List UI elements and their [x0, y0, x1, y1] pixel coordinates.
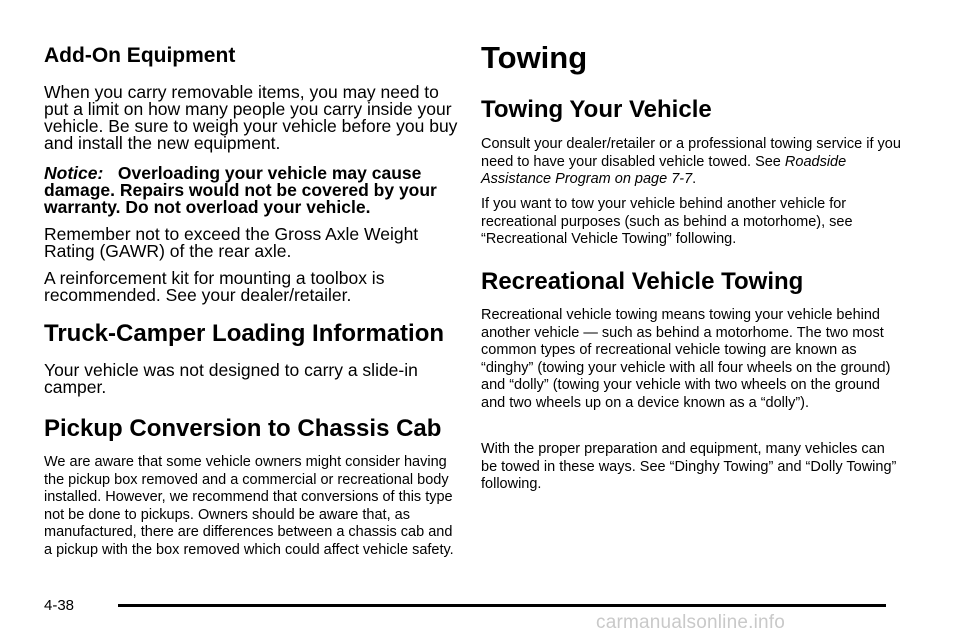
- recreational-towing-paragraph-1: Recreational vehicle towing means towing your vehicle behind another vehicle — such as behind a motorhome. The two most common types of recreational vehicle towing are known as “dinghy” (towing your vehicle with all four wheels on the ground) and “dolly” (towing your vehicle with two wheels on the ground and two wheels up on a device known as a “dolly”).: [481, 307, 891, 411]
- notice-paragraph: [44, 165, 460, 216]
- recreational-towing-paragraph-2: With the proper preparation and equipment, many vehicles can be towed in these ways. See “Dinghy Towing” and “Dolly Towing” following.: [481, 441, 897, 492]
- towing-your-vehicle-paragraph-2: If you want to tow your vehicle behind another vehicle for recreational purposes (such as behind a motorhome), see “Recreational Vehicle Towing” following.: [481, 196, 853, 247]
- add-on-paragraph-3: A reinforcement kit for mounting a toolbox is recommended. See your dealer/retailer.: [44, 268, 385, 305]
- recreational-vehicle-towing-heading: Recreational Vehicle Towing: [481, 268, 804, 295]
- tyv-p1-text: Consult your dealer/retailer or a professional towing service if you need to have your disabled vehicle towed. See: [481, 136, 901, 170]
- footer-rule: [118, 604, 886, 607]
- add-on-paragraph-1: When you carry removable items, you may need to put a limit on how many people you carry inside your vehicle. Be sure to weigh your vehicle before you buy and install the new equipment.: [44, 82, 458, 153]
- towing-your-vehicle-heading: Towing Your Vehicle: [481, 96, 712, 123]
- watermark: carmanualsonline.info: [596, 612, 786, 633]
- pickup-conversion-heading: Pickup Conversion to Chassis Cab: [44, 415, 442, 442]
- truck-camper-heading: Truck-Camper Loading Information: [44, 320, 445, 347]
- tyv-p1-end: .: [692, 171, 697, 187]
- add-on-equipment-heading: Add-On Equipment: [44, 44, 236, 67]
- towing-heading: Towing: [481, 40, 588, 75]
- roadside-assistance-reference: Roadside Assistance Program on page 7-7: [481, 153, 847, 187]
- notice-text: Overloading your vehicle may cause damage. Repairs would not be covered by your warranty. Do not overload your vehicle.: [44, 163, 437, 217]
- page-number: 4-38: [44, 597, 75, 614]
- add-on-paragraph-2: Remember not to exceed the Gross Axle Weight Rating (GAWR) of the rear axle.: [44, 224, 419, 261]
- pickup-conversion-paragraph: We are aware that some vehicle owners might consider having the pickup box removed and a commercial or recreational body installed. However, we recommend that conversions of this type not be done to pickups. Owners should be aware that, as manufactured, there are differences between a chassis cab and a pickup with the box removed which could affect vehicle safety.: [44, 454, 454, 558]
- notice-label: Notice:: [44, 163, 104, 183]
- truck-camper-paragraph: Your vehicle was not designed to carry a slide-in camper.: [44, 360, 418, 397]
- towing-your-vehicle-paragraph-1: [481, 136, 901, 189]
